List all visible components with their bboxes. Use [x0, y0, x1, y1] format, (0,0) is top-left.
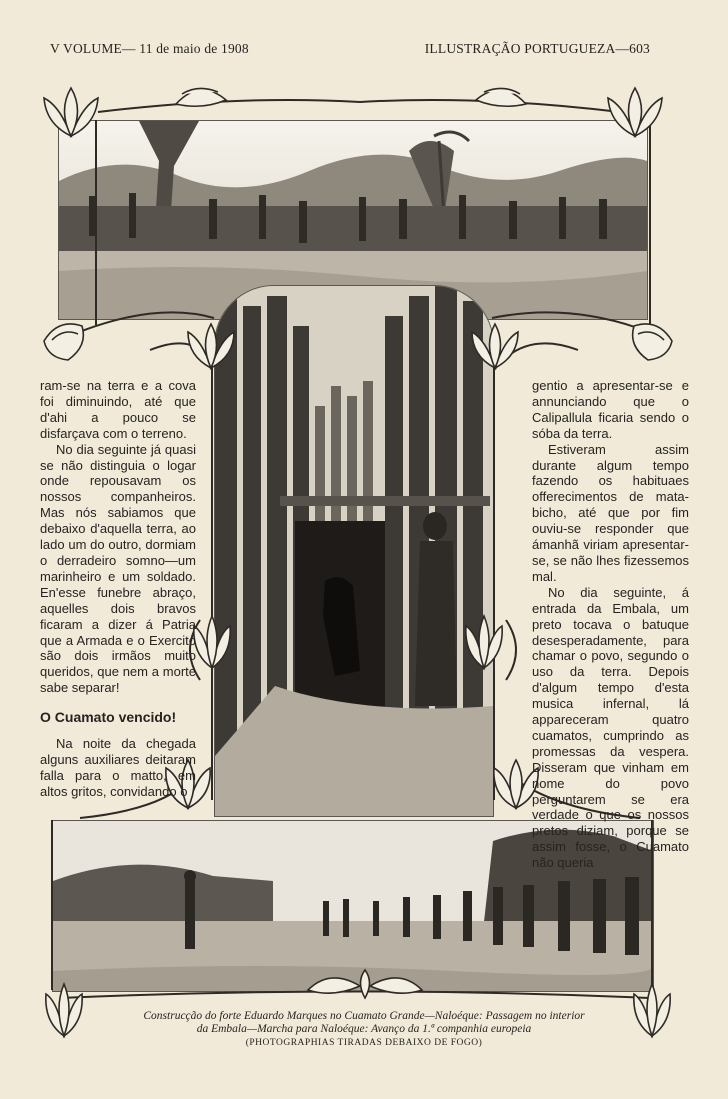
- paragraph: ram-se na terra e a cova foi diminuindo, até que d'ahi a pouco se disfarçava com o terreno.: [40, 378, 196, 441]
- lotus-ornament-mid-inner-left: [182, 322, 240, 377]
- lotus-ornament-bottom-center: [300, 964, 430, 1007]
- paragraph: gentio a apresentar-se e annunciando que o Calipallula ficaria sendo o sóba da terra.: [532, 378, 689, 441]
- lotus-ornament-mid-left: [38, 316, 100, 371]
- lotus-ornament-top-right: [600, 84, 670, 147]
- magazine-title-page-number: ILLUSTRAÇÃO PORTUGUEZA—603: [424, 41, 650, 56]
- photo-embala-passage: [214, 285, 494, 817]
- lotus-ornament-mid-right: [616, 316, 678, 371]
- volume-date: V VOLUME— 11 de maio de 1908: [50, 41, 249, 56]
- paragraph: Na noite da chegada alguns auxiliares deitaram falla para o matto, em altos gritos, convidando o: [40, 736, 196, 799]
- lotus-ornament-side-right: [460, 612, 508, 677]
- page-header: [50, 41, 650, 61]
- lotus-ornament-top-center-left: [168, 74, 232, 119]
- caption-line-2: da Embala—Marcha para Naloéque: Avanço da 1.ª companhia europeia: [196, 1023, 532, 1035]
- section-subheading: O Cuamato vencido!: [40, 709, 177, 726]
- paragraph: No dia seguinte, á entrada da Embala, um preto tocava o batuque desesperadamente, para chamar o povo, segundo o uso da terra. Depois d'algum tempo d'esta musica infernal, lá appareceram quatro cuamatos, cumprindo as promessas da vespera. Disseram que vinham em nome do povo perguntarem se era verdade o que os nossos pretos diziam, porque se assim fosse, o Cuamato não queria: [532, 584, 689, 871]
- lotus-ornament-top-center-right: [470, 74, 534, 119]
- paragraph: No dia seguinte já quasi se não distinguia o logar onde repousavam os nossos companheiros. Mas nós sabiamos que debaixo d'aquella terra, ao lado um do outro, dormiam o derradeiro somno—um marinheiro e um soldado. En'esse funebre abraço, aquelles dois bravos ficaram a dizer á Patria que a Armada e o Exercito são dois irmãos muito queridos, que nem a morte sabe separar!: [40, 441, 196, 696]
- right-text-column: [532, 378, 689, 871]
- lotus-ornament-top-left: [36, 84, 106, 147]
- left-text-column: [40, 378, 196, 800]
- photo-caption: [50, 1010, 678, 1050]
- paragraph: Estiveram assim durante algum tempo fazendo os habituaes offerecimentos de mata-bicho, até que por fim ouviu-se responder que ámanhã viriam apresentar-se, se não lhes fizessemos mal.: [532, 441, 689, 584]
- caption-line-1: Construcção do forte Eduardo Marques no Cuamato Grande—Naloéque: Passagem no interior: [143, 1010, 585, 1022]
- lotus-ornament-mid-inner-right: [466, 322, 524, 377]
- caption-credit: (PHOTOGRAPHIAS TIRADAS DEBAIXO DE FOGO): [245, 1038, 483, 1048]
